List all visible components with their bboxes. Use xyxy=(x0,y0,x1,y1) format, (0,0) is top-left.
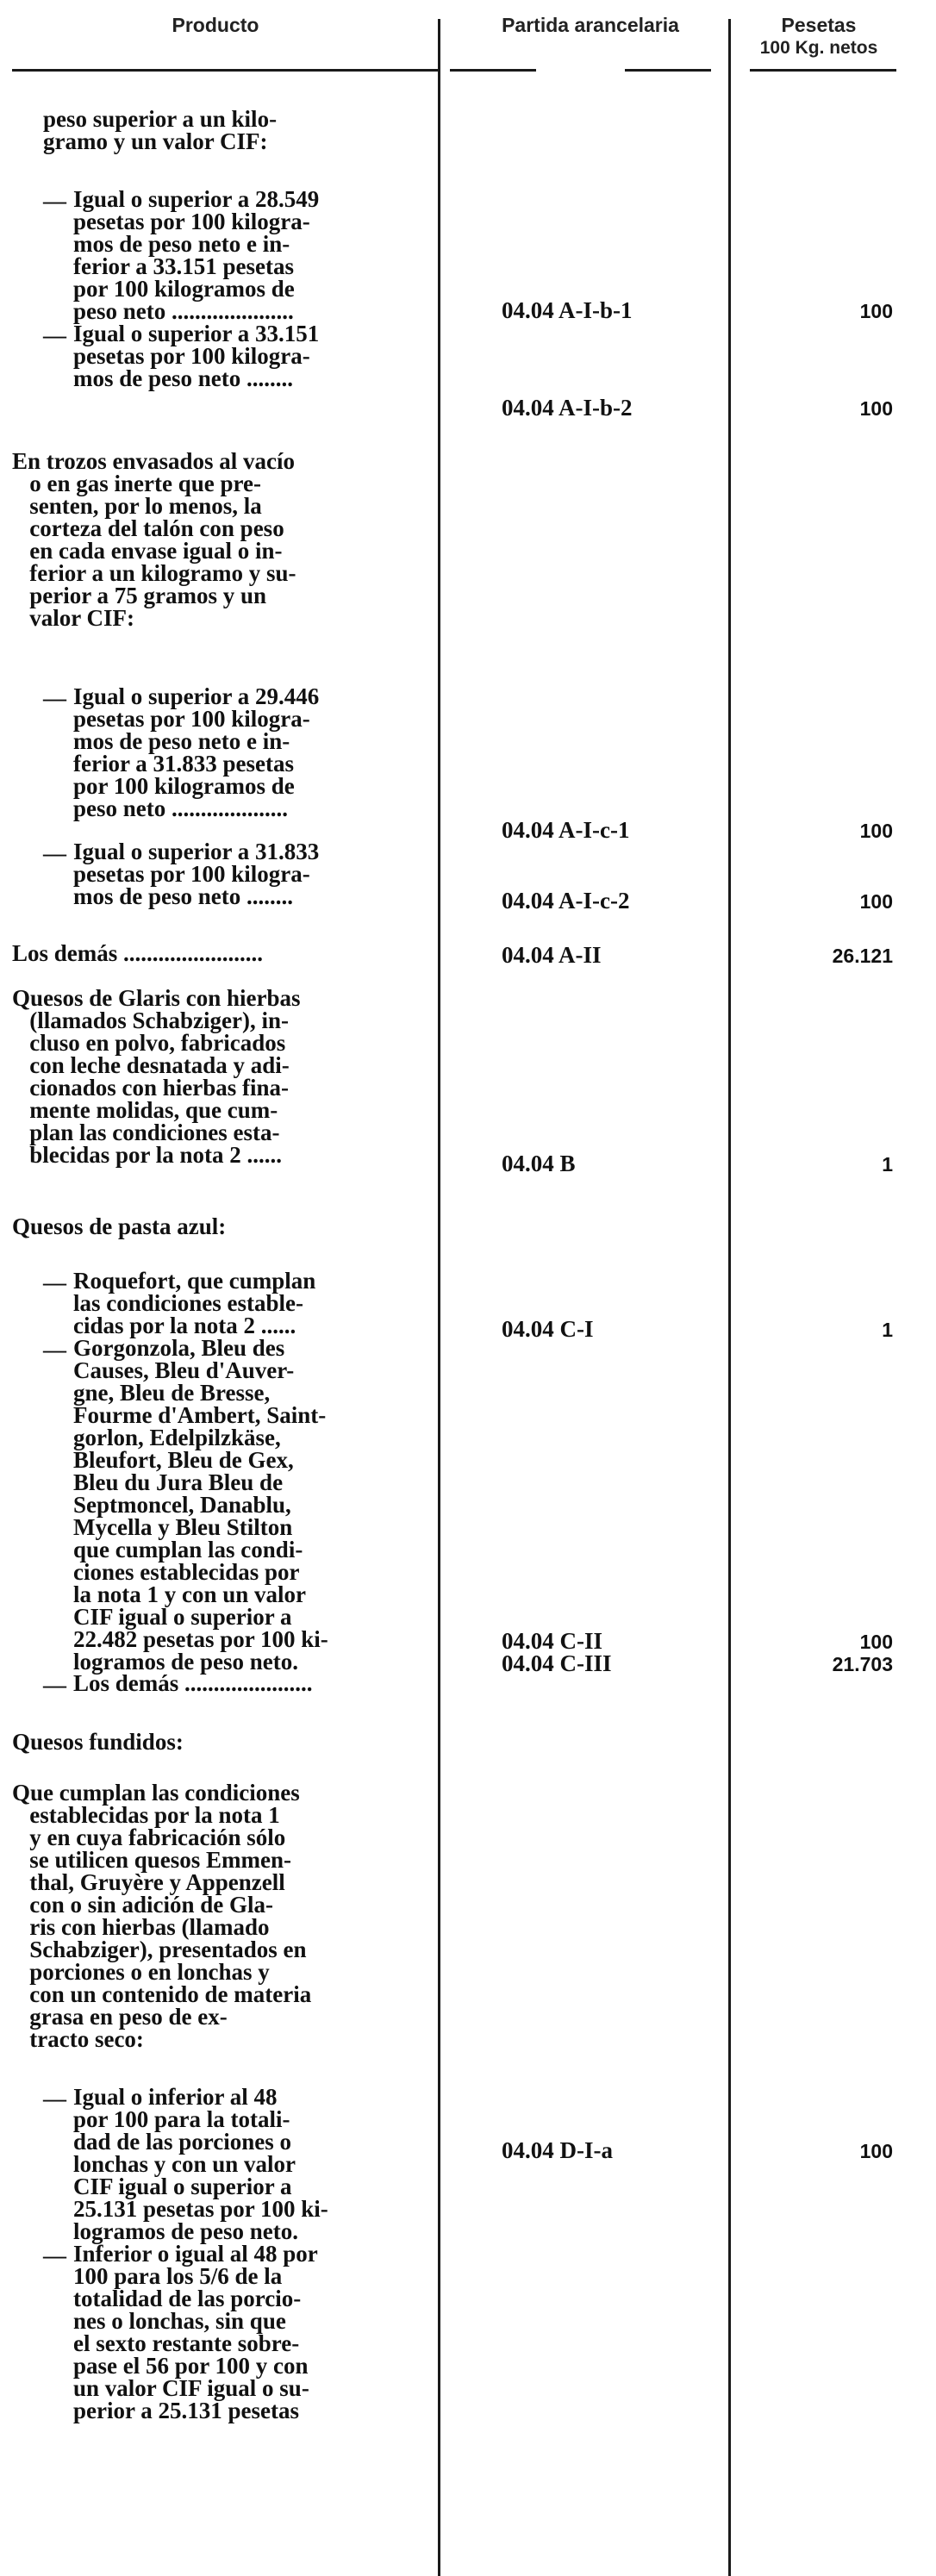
list-dash: — xyxy=(43,188,66,214)
partida-arancelaria-code: 04.04 C-III xyxy=(502,1650,612,1676)
product-description-b11: Gorgonzola, Bleu des Causes, Bleu d'Auver- gne, Bleu de Bresse, Fourme d'Ambert, Saint- gorlon, Edelpilzkäse, Bleufort, Bleu de Gex, Bleu du Jura Bleu de Septmoncel, Danablu, Mycella y Bleu Stilton que cumplan las condi- ciones establecidas por la nota 1 y con un valor CIF igual o superior a 22.482 pesetas por 100 ki- logramos de peso neto. xyxy=(73,1335,328,1675)
product-description-b4: En trozos envasados al vacío o en gas inerte que pre- senten, por lo menos, la corteza del talón con peso en cada envase igual o in- ferior a un kilogramo y su- perior a 75 gramos y un valor CIF: xyxy=(12,448,296,631)
header-rule-partida-right xyxy=(625,69,711,72)
partida-arancelaria-code: 04.04 D-I-a xyxy=(502,2137,613,2163)
pesetas-value: 100 xyxy=(859,2140,893,2162)
pesetas-value: 100 xyxy=(859,397,893,420)
column-divider-left xyxy=(438,19,440,2576)
partida-arancelaria-code: 04.04 A-I-c-2 xyxy=(502,888,630,914)
pesetas-value: 1 xyxy=(882,1153,893,1176)
partida-arancelaria-code: 04.04 A-II xyxy=(502,942,602,968)
product-description-b2: Igual o superior a 28.549 pesetas por 100 kilogra- mos de peso neto e in- ferior a 33.151 pesetas por 100 kilogramos de peso neto ..................... xyxy=(73,186,320,324)
header-partida-arancelaria: Partida arancelaria xyxy=(502,14,679,36)
partida-arancelaria-code: 04.04 A-I-b-1 xyxy=(502,297,633,323)
pesetas-value: 100 xyxy=(859,890,893,913)
header-pesetas-unit: 100 Kg. netos xyxy=(759,38,878,58)
product-description-b5: Igual o superior a 29.446 pesetas por 100 kilogra- mos de peso neto e in- ferior a 31.833 pesetas por 100 kilogramos de peso neto .................... xyxy=(73,683,320,821)
list-dash: — xyxy=(43,1337,66,1363)
partida-arancelaria-code: 04.04 C-I xyxy=(502,1316,594,1342)
header-rule-pesetas xyxy=(750,69,896,72)
header-rule-producto xyxy=(12,69,438,72)
pesetas-value: 100 xyxy=(859,820,893,842)
list-dash: — xyxy=(43,685,66,711)
product-description-b13: Quesos fundidos: xyxy=(12,1729,184,1755)
column-divider-right xyxy=(728,19,731,2576)
pesetas-value: 21.703 xyxy=(832,1653,893,1675)
product-description-b16: Inferior o igual al 48 por 100 para los 5/6 de la totalidad de las porcio- nes o lonchas, sin que el sexto restante sobre- pase el 56 por 100 y con un valor CIF igual o su- perior a 25.131 pesetas xyxy=(73,2241,318,2423)
pesetas-value: 1 xyxy=(882,1319,893,1341)
product-description-b14: Que cumplan las condiciones establecidas por la nota 1 y en cuya fabricación sólo se utilicen quesos Emmen- thal, Gruyère y Appenzell con o sin adición de Gla- ris con hierbas (llamado Schabziger), presentados en porciones o en lonchas y con un contenido de materia grasa en peso de ex- tracto seco: xyxy=(12,1780,312,2052)
product-description-b10: Roquefort, que cumplan las condiciones estable- cidas por la nota 2 ...... xyxy=(73,1268,316,1338)
list-dash: — xyxy=(43,2242,66,2268)
product-description-b9: Quesos de pasta azul: xyxy=(12,1213,227,1239)
product-description-b1: peso superior a un kilo- gramo y un valor CIF: xyxy=(43,106,278,154)
partida-arancelaria-code: 04.04 A-I-c-1 xyxy=(502,817,630,843)
partida-arancelaria-code: 04.04 B xyxy=(502,1151,576,1176)
product-description-b8: Quesos de Glaris con hierbas (llamados Schabziger), in- cluso en polvo, fabricados con leche desnatada y adi- cionados con hierbas fina- mente molidas, que cum- plan las condiciones esta- blecidas por la nota 2 ...... xyxy=(12,985,301,1168)
pesetas-value: 100 xyxy=(859,300,893,322)
list-dash: — xyxy=(43,840,66,866)
partida-arancelaria-code: 04.04 A-I-b-2 xyxy=(502,395,633,421)
list-dash: — xyxy=(43,322,66,348)
product-description-b3: Igual o superior a 33.151 pesetas por 100 kilogra- mos de peso neto ........ xyxy=(73,321,320,391)
pesetas-value: 26.121 xyxy=(832,945,893,967)
header-rule-partida xyxy=(450,69,536,72)
product-description-b15: Igual o inferior al 48 por 100 para la totali- dad de las porciones o lonchas y con un valor CIF igual o superior a 25.131 pesetas por 100 ki- logramos de peso neto. xyxy=(73,2084,328,2244)
header-pesetas: Pesetas xyxy=(781,14,857,36)
product-description-b7: Los demás ........................ xyxy=(12,940,264,966)
list-dash: — xyxy=(43,1672,66,1698)
list-dash: — xyxy=(43,1269,66,1295)
list-dash: — xyxy=(43,2086,66,2111)
partida-arancelaria-code: 04.04 C-II xyxy=(502,1628,603,1654)
pesetas-value: 100 xyxy=(859,1631,893,1653)
product-description-b12: Los demás ...................... xyxy=(73,1670,313,1696)
header-producto: Producto xyxy=(172,14,259,36)
product-description-b6: Igual o superior a 31.833 pesetas por 100 kilogra- mos de peso neto ........ xyxy=(73,839,320,909)
